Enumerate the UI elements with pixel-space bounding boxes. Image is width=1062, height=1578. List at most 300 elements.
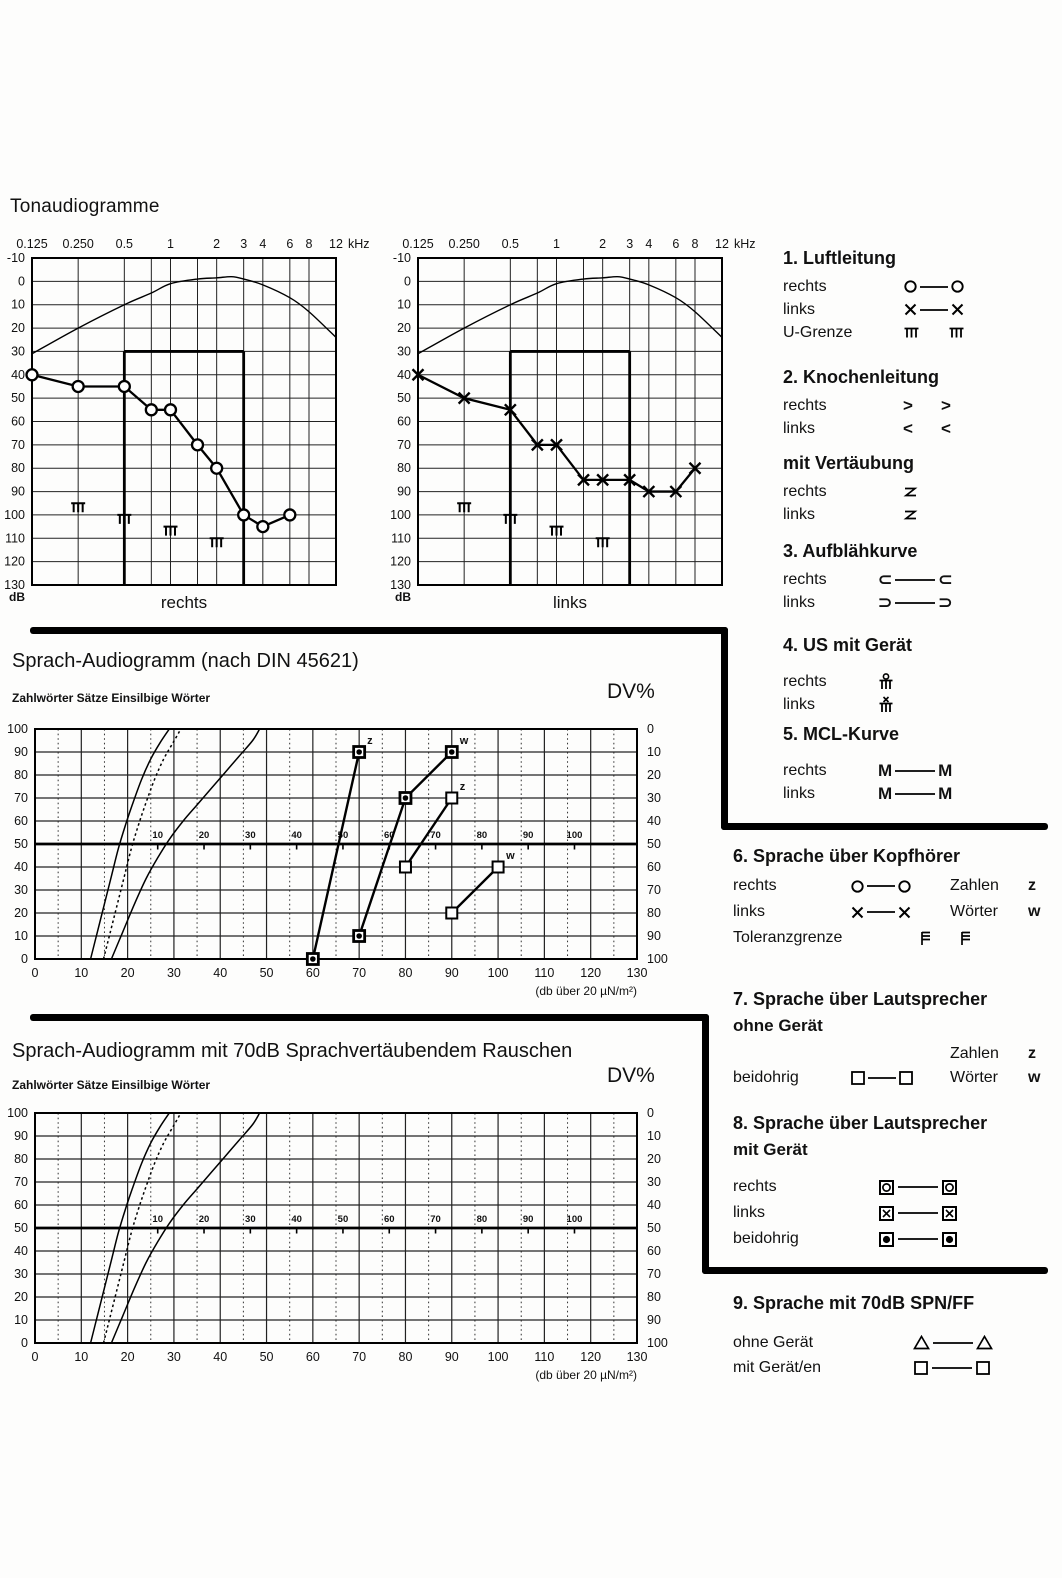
svg-text:0.125: 0.125	[16, 237, 48, 251]
dv-percent-label: DV%	[607, 1064, 655, 1087]
svg-text:50: 50	[14, 1221, 28, 1235]
svg-text:110: 110	[534, 1350, 555, 1364]
greater-than-icon: >	[903, 396, 913, 415]
legend-row-symbols	[850, 879, 950, 894]
svg-text:60: 60	[14, 1198, 28, 1212]
subset-icon: ⊂	[878, 570, 893, 589]
svg-text:10: 10	[647, 1129, 661, 1143]
legend-row-symbols	[903, 279, 965, 294]
square-circle-icon	[941, 1179, 958, 1196]
legend-row	[783, 417, 1062, 440]
tone-audiogram-rechts	[0, 228, 370, 613]
svg-text:4: 4	[645, 237, 653, 251]
legend-row	[733, 1066, 1062, 1090]
legend-row	[783, 782, 1062, 805]
svg-text:20: 20	[198, 830, 210, 841]
masking-zigzag-icon	[903, 486, 918, 498]
speech-audiogram-masked-title: Sprach-Audiogramm mit 70dB Sprachvertäubendem Rauschen	[12, 1040, 573, 1062]
svg-text:60: 60	[383, 830, 395, 841]
legend-row-symbols	[878, 571, 953, 588]
svg-text:40: 40	[647, 814, 661, 828]
legend-row-symbols	[903, 509, 918, 521]
legend-row	[733, 1174, 1062, 1200]
svg-text:0: 0	[21, 952, 28, 966]
svg-text:120: 120	[580, 1350, 602, 1364]
legend-section-heading: 9. Sprache mit 70dB SPN/FF	[733, 1293, 975, 1313]
svg-text:rechts: rechts	[160, 593, 208, 612]
legend-row	[733, 873, 1062, 899]
svg-text:3: 3	[626, 237, 634, 251]
svg-text:kHz: kHz	[348, 237, 370, 251]
legend-row	[783, 670, 1062, 693]
legend-row-symbols	[878, 785, 952, 802]
svg-text:20: 20	[14, 906, 28, 920]
legend-row	[783, 591, 1062, 614]
svg-text:70: 70	[647, 883, 661, 897]
svg-text:50: 50	[337, 1214, 349, 1225]
legend-material-letter: z	[1028, 1045, 1036, 1062]
legend-row	[733, 1226, 1062, 1252]
legend-row-symbols	[878, 762, 952, 779]
speech-audiogram-subtitle: Zahlwörter Sätze Einsilbige Wörter	[12, 691, 211, 705]
svg-text:10: 10	[11, 297, 25, 312]
legend-row-symbols	[878, 594, 953, 611]
svg-text:kHz: kHz	[734, 237, 756, 251]
svg-text:10: 10	[74, 1350, 89, 1364]
svg-text:80: 80	[647, 1290, 661, 1304]
svg-text:30: 30	[647, 791, 661, 805]
svg-text:70: 70	[14, 1175, 28, 1189]
square-dot-icon	[941, 1231, 958, 1248]
svg-text:100: 100	[390, 507, 411, 522]
legend-row-symbols	[903, 486, 918, 498]
svg-text:80: 80	[11, 461, 25, 476]
legend-section-heading: 2. Knochenleitung	[783, 367, 940, 387]
svg-text:1: 1	[553, 237, 560, 251]
section-divider	[702, 1014, 709, 1274]
svg-text:20: 20	[198, 1214, 210, 1225]
svg-text:100: 100	[647, 1336, 668, 1350]
legend-row-symbols	[878, 1231, 958, 1248]
svg-text:-10: -10	[392, 251, 411, 265]
tone-chart-svg	[0, 228, 370, 613]
svg-text:120: 120	[580, 966, 602, 980]
legend-row-label: rechts	[783, 570, 827, 588]
connector-line	[918, 284, 950, 290]
svg-text:0.125: 0.125	[402, 237, 434, 251]
svg-text:12: 12	[715, 237, 729, 251]
svg-text:(db über 20 µN/m²): (db über 20 µN/m²)	[535, 1368, 637, 1382]
legend-row-symbols	[903, 302, 965, 317]
legend-section-subheading: mit Gerät	[733, 1140, 808, 1159]
svg-text:50: 50	[259, 966, 274, 980]
legend-row	[733, 1042, 1062, 1066]
svg-text:0.250: 0.250	[448, 237, 480, 251]
speech-audiogram-masked-subtitle: Zahlwörter Sätze Einsilbige Wörter	[12, 1078, 211, 1092]
triangle-icon	[913, 1335, 930, 1350]
square-icon	[913, 1360, 929, 1376]
square-icon	[975, 1360, 991, 1376]
svg-text:0: 0	[18, 274, 25, 289]
legend-section-heading: 6. Sprache über Kopfhörer	[733, 846, 961, 866]
legend-row	[733, 1200, 1062, 1226]
svg-text:6: 6	[286, 237, 294, 251]
legend-section-subheading: ohne Gerät	[733, 1016, 823, 1035]
legend-material-label: Wörter	[950, 1069, 998, 1086]
svg-text:30: 30	[14, 883, 28, 897]
svg-text:3: 3	[240, 237, 248, 251]
legend-section-4	[783, 540, 1062, 614]
legend-section-8	[733, 988, 1062, 1090]
circle-icon	[850, 879, 865, 894]
svg-text:-10: -10	[6, 251, 25, 265]
greater-than-icon: >	[940, 396, 951, 415]
speech-chart-svg	[0, 715, 700, 1005]
svg-text:20: 20	[120, 1350, 135, 1364]
connector-line	[892, 791, 938, 797]
legend-row-symbols	[878, 1179, 958, 1196]
legend-row	[783, 480, 1062, 503]
x-icon	[850, 905, 865, 920]
svg-text:50: 50	[647, 1221, 661, 1235]
svg-text:6: 6	[672, 237, 680, 251]
svg-text:30: 30	[245, 830, 256, 841]
connector-line	[865, 909, 897, 915]
svg-text:10: 10	[397, 297, 411, 312]
svg-text:70: 70	[14, 791, 28, 805]
legend-section-2	[783, 366, 1062, 440]
svg-text:40: 40	[14, 1244, 28, 1258]
legend-row-label: links	[783, 300, 816, 318]
legend-material-label: Zahlen	[950, 877, 999, 894]
connector-line	[892, 768, 938, 774]
legend-row-label: links	[733, 1204, 766, 1221]
legend-material-label: Zahlen	[950, 1045, 999, 1062]
svg-text:20: 20	[647, 1152, 661, 1166]
superset-icon: ⊃	[878, 593, 893, 612]
less-than-icon: <	[940, 419, 951, 438]
svg-text:90: 90	[522, 830, 534, 841]
svg-text:0: 0	[31, 1350, 39, 1364]
svg-text:2: 2	[213, 237, 221, 251]
legend-row-symbols	[913, 1360, 991, 1376]
svg-text:10: 10	[14, 1313, 28, 1327]
svg-text:0: 0	[21, 1336, 28, 1350]
u-grenze-icon	[903, 327, 920, 339]
svg-text:60: 60	[647, 1244, 661, 1258]
svg-text:dB: dB	[9, 590, 25, 604]
connector-line	[865, 883, 897, 889]
svg-text:30: 30	[397, 344, 411, 359]
legend-row-label: rechts	[783, 761, 827, 779]
legend-section-heading: 3. Aufblähkurve	[783, 541, 918, 561]
speech-audiogram-masked	[0, 1099, 700, 1389]
legend-section-1	[783, 247, 1062, 344]
svg-text:60: 60	[383, 1214, 395, 1225]
svg-text:100: 100	[647, 952, 668, 966]
svg-text:50: 50	[397, 391, 411, 406]
legend-row-label: rechts	[783, 277, 827, 295]
legend-section-5	[783, 634, 1062, 716]
toleranzgrenze-icon	[960, 931, 972, 946]
legend-row	[733, 925, 1062, 951]
legend-material-letter: z	[1028, 877, 1036, 894]
svg-text:links: links	[552, 593, 588, 612]
svg-text:10: 10	[152, 830, 164, 841]
svg-text:10: 10	[14, 929, 28, 943]
legend-row-symbols	[903, 420, 951, 437]
svg-text:30: 30	[166, 966, 181, 980]
svg-text:20: 20	[11, 321, 25, 336]
svg-text:40: 40	[397, 367, 411, 382]
svg-text:100: 100	[7, 1106, 28, 1120]
svg-text:130: 130	[390, 578, 411, 592]
legend-row-label: mit Gerät/en	[733, 1358, 822, 1376]
legend-row	[783, 759, 1062, 782]
legend-row-label: rechts	[783, 672, 827, 690]
speech-audiogram-din	[0, 715, 700, 1005]
legend-row	[733, 1330, 1062, 1355]
svg-text:80: 80	[398, 1350, 413, 1364]
svg-text:1: 1	[167, 237, 174, 251]
svg-text:70: 70	[352, 1350, 367, 1364]
svg-text:40: 40	[11, 367, 25, 382]
svg-text:0: 0	[404, 274, 411, 289]
svg-text:130: 130	[4, 578, 25, 592]
svg-text:70: 70	[11, 437, 25, 452]
stickman-x-icon	[878, 696, 894, 714]
svg-text:100: 100	[487, 1350, 509, 1364]
legend-row-label: links	[733, 903, 766, 920]
svg-text:100: 100	[566, 830, 583, 841]
svg-text:90: 90	[14, 1129, 28, 1143]
legend-section-6	[783, 723, 1062, 805]
svg-text:130: 130	[626, 966, 648, 980]
legend-row	[783, 321, 1062, 344]
svg-text:90: 90	[14, 745, 28, 759]
square-icon	[850, 1070, 866, 1086]
svg-text:0.5: 0.5	[501, 237, 520, 251]
legend-row-label: rechts	[733, 1178, 777, 1195]
square-x-icon	[941, 1205, 958, 1222]
legend-section-10	[733, 1292, 1062, 1380]
svg-text:50: 50	[647, 837, 661, 851]
svg-text:120: 120	[4, 554, 25, 569]
svg-text:20: 20	[397, 321, 411, 336]
svg-text:40: 40	[14, 860, 28, 874]
speech-audiogram-title: Sprach-Audiogramm (nach DIN 45621)	[12, 650, 359, 672]
svg-text:0: 0	[647, 1106, 654, 1120]
connector-line	[895, 1184, 941, 1190]
svg-text:60: 60	[397, 414, 411, 429]
svg-text:0: 0	[647, 722, 654, 736]
legend-row-label: beidohrig	[733, 1230, 799, 1247]
legend-row-label: beidohrig	[733, 1069, 799, 1086]
legend-row-label: links	[783, 784, 816, 802]
u-grenze-icon	[948, 327, 965, 339]
connector-line	[866, 1075, 898, 1081]
svg-text:30: 30	[166, 1350, 181, 1364]
svg-text:50: 50	[11, 391, 25, 406]
svg-text:30: 30	[14, 1267, 28, 1281]
svg-text:90: 90	[444, 966, 459, 980]
svg-text:70: 70	[647, 1267, 661, 1281]
legend-section-9	[733, 1112, 1062, 1252]
svg-text:10: 10	[74, 966, 89, 980]
svg-text:z: z	[367, 735, 373, 747]
legend-row	[783, 298, 1062, 321]
x-icon	[897, 905, 912, 920]
legend-row-label: U-Grenze	[783, 323, 853, 341]
svg-text:30: 30	[647, 1175, 661, 1189]
svg-text:40: 40	[291, 830, 302, 841]
svg-text:2: 2	[599, 237, 607, 251]
legend-row-symbols	[913, 1335, 993, 1350]
tone-chart-svg	[386, 228, 756, 613]
svg-text:80: 80	[14, 1152, 28, 1166]
svg-text:80: 80	[398, 966, 413, 980]
dv-percent-label: DV%	[607, 680, 655, 703]
svg-text:50: 50	[259, 1350, 274, 1364]
svg-text:20: 20	[647, 768, 661, 782]
svg-text:30: 30	[245, 1214, 256, 1225]
legend-row-label: links	[783, 505, 816, 523]
legend-row	[783, 275, 1062, 298]
svg-text:80: 80	[476, 1214, 488, 1225]
m-letter-icon: M	[938, 761, 953, 780]
svg-text:80: 80	[397, 461, 411, 476]
svg-text:70: 70	[430, 830, 441, 841]
section-divider	[721, 627, 728, 830]
svg-text:10: 10	[647, 745, 661, 759]
legend-row-label: ohne Gerät	[733, 1333, 814, 1351]
svg-text:110: 110	[5, 531, 25, 546]
svg-text:70: 70	[352, 966, 367, 980]
legend-section-7	[733, 845, 1062, 951]
svg-text:100: 100	[7, 722, 28, 736]
legend-row-symbols	[903, 397, 951, 414]
legend-section-heading: 5. MCL-Kurve	[783, 724, 900, 744]
svg-text:100: 100	[4, 507, 25, 522]
svg-text:0.250: 0.250	[62, 237, 94, 251]
svg-text:90: 90	[11, 484, 25, 499]
svg-text:50: 50	[337, 830, 349, 841]
svg-text:dB: dB	[395, 590, 411, 604]
triangle-icon	[976, 1335, 993, 1350]
svg-text:(db über 20 µN/m²): (db über 20 µN/m²)	[535, 984, 637, 998]
svg-text:90: 90	[647, 929, 661, 943]
svg-text:110: 110	[391, 531, 411, 546]
svg-text:130: 130	[626, 1350, 648, 1364]
svg-text:90: 90	[647, 1313, 661, 1327]
legend-row-symbols	[850, 1070, 950, 1086]
legend-row	[783, 394, 1062, 417]
svg-text:90: 90	[444, 1350, 459, 1364]
tone-audiogram-links	[386, 228, 756, 613]
less-than-icon: <	[903, 419, 913, 438]
svg-text:90: 90	[397, 484, 411, 499]
superset-icon: ⊃	[938, 593, 953, 612]
legend-row-label: rechts	[783, 482, 827, 500]
svg-text:w: w	[459, 735, 469, 747]
x-icon	[950, 302, 965, 317]
svg-text:z: z	[459, 781, 466, 793]
legend-section-heading: 7. Sprache über Lautsprecher	[733, 989, 988, 1009]
m-letter-icon: M	[878, 784, 893, 803]
legend-row-label: links	[783, 593, 816, 611]
svg-text:90: 90	[522, 1214, 534, 1225]
connector-line	[929, 1365, 975, 1371]
svg-text:110: 110	[534, 966, 555, 980]
legend-material-label: Wörter	[950, 903, 998, 920]
m-letter-icon: M	[878, 761, 893, 780]
connector-line	[895, 1236, 941, 1242]
legend-material-letter: w	[1028, 903, 1041, 920]
legend-section-heading: 4. US mit Gerät	[783, 635, 913, 655]
svg-text:50: 50	[14, 837, 28, 851]
x-icon	[903, 302, 918, 317]
legend-row-symbols	[850, 905, 950, 920]
legend-row-label: links	[783, 695, 816, 713]
legend-row-label: links	[783, 419, 816, 437]
masking-zigzag-icon	[903, 509, 918, 521]
svg-text:100: 100	[487, 966, 509, 980]
m-letter-icon: M	[938, 784, 953, 803]
connector-line	[918, 307, 950, 313]
svg-text:60: 60	[305, 1350, 320, 1364]
svg-text:20: 20	[120, 966, 135, 980]
svg-text:70: 70	[397, 437, 411, 452]
svg-text:0: 0	[31, 966, 39, 980]
svg-text:60: 60	[11, 414, 25, 429]
legend-row-label: Toleranzgrenze	[733, 929, 843, 946]
svg-text:0.5: 0.5	[115, 237, 134, 251]
svg-text:12: 12	[329, 237, 343, 251]
legend-row-symbols	[878, 673, 894, 691]
svg-text:80: 80	[647, 906, 661, 920]
svg-text:40: 40	[213, 966, 228, 980]
legend-row	[733, 899, 1062, 925]
legend-row	[783, 503, 1062, 526]
square-dot-icon	[878, 1231, 895, 1248]
legend-row	[783, 693, 1062, 716]
svg-text:40: 40	[213, 1350, 228, 1364]
section-divider	[721, 823, 1048, 830]
svg-text:80: 80	[14, 768, 28, 782]
connector-line	[892, 577, 938, 583]
svg-text:w: w	[506, 850, 515, 862]
legend-row-symbols	[920, 931, 1020, 946]
svg-text:60: 60	[647, 860, 661, 874]
connector-line	[930, 1340, 976, 1346]
svg-text:8: 8	[691, 237, 699, 251]
section-divider	[30, 1014, 709, 1021]
legend-section-heading: 1. Luftleitung	[783, 248, 896, 268]
svg-text:80: 80	[476, 830, 488, 841]
legend-row-symbols	[878, 1205, 958, 1222]
legend-row-label: rechts	[733, 877, 777, 894]
svg-text:4: 4	[259, 237, 267, 251]
circle-icon	[897, 879, 912, 894]
legend-section-heading: 8. Sprache über Lautsprecher	[733, 1113, 988, 1133]
circle-icon	[903, 279, 918, 294]
stickman-circle-icon	[878, 673, 894, 691]
legend-row	[733, 1355, 1062, 1380]
page-title: Tonaudiogramme	[10, 196, 160, 217]
svg-text:60: 60	[305, 966, 320, 980]
svg-text:30: 30	[11, 344, 25, 359]
legend-material-letter: w	[1028, 1069, 1041, 1086]
